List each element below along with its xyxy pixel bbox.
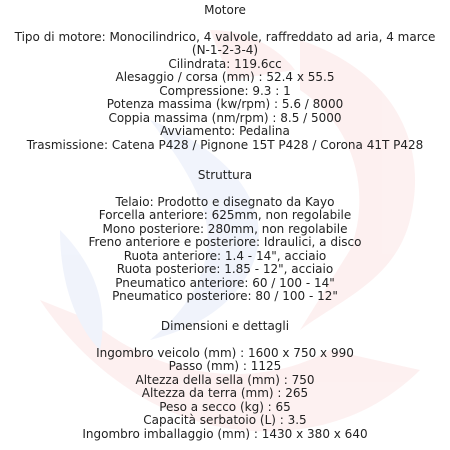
spec-line: Altezza della sella (mm) : 750 [135, 373, 315, 387]
spec-line: Capacità serbatoio (L) : 3.5 [143, 413, 307, 427]
spec-line: (N-1-2-3-4) [191, 43, 259, 57]
spec-line: Coppia massima (nm/rpm) : 8.5 / 5000 [108, 111, 342, 125]
spec-line: Mono posteriore: 280mm, non regolabile [102, 222, 348, 236]
spec-line: Ingombro veicolo (mm) : 1600 x 750 x 990 [96, 346, 354, 360]
spec-line: Telaio: Prodotto e disegnato da Kayo [115, 195, 335, 209]
spec-line: Forcella anteriore: 625mm, non regolabile [98, 208, 352, 222]
spec-line: Altezza da terra (mm) : 265 [141, 386, 309, 400]
spec-line: Peso a secco (kg) : 65 [159, 400, 291, 414]
spec-line: Compressione: 9.3 : 1 [159, 84, 291, 98]
spec-line: Avviamento: Pedalina [160, 124, 290, 138]
spec-line: Cilindrata: 119.6cc [168, 57, 282, 71]
section-title-struttura: Struttura [197, 168, 253, 182]
spec-line: Tipo di motore: Monocilindrico, 4 valvole, raffreddato ad aria, 4 marce [14, 30, 436, 44]
spec-line: Freno anteriore e posteriore: Idraulici, a disco [88, 235, 362, 249]
section-title-motore: Motore [204, 3, 246, 17]
spec-line: Trasmissione: Catena P428 / Pignone 15T P428 / Corona 41T P428 [26, 138, 424, 152]
spec-line: Passo (mm) : 1125 [168, 359, 282, 373]
spec-line: Ruota posteriore: 1.85 - 12", acciaio [116, 262, 334, 276]
section-title-dimensioni: Dimensioni e dettagli [160, 319, 290, 333]
spec-line: Pneumatico posteriore: 80 / 100 - 12" [112, 289, 338, 303]
spec-line: Potenza massima (kw/rpm) : 5.6 / 8000 [106, 97, 344, 111]
spec-line: Ingombro imballaggio (mm) : 1430 x 380 x 640 [82, 427, 368, 441]
spec-line: Ruota anteriore: 1.4 - 14", acciaio [123, 249, 327, 263]
spec-line: Pneumatico anteriore: 60 / 100 - 14" [115, 276, 335, 290]
spec-line: Alesaggio / corsa (mm) : 52.4 x 55.5 [115, 70, 335, 84]
